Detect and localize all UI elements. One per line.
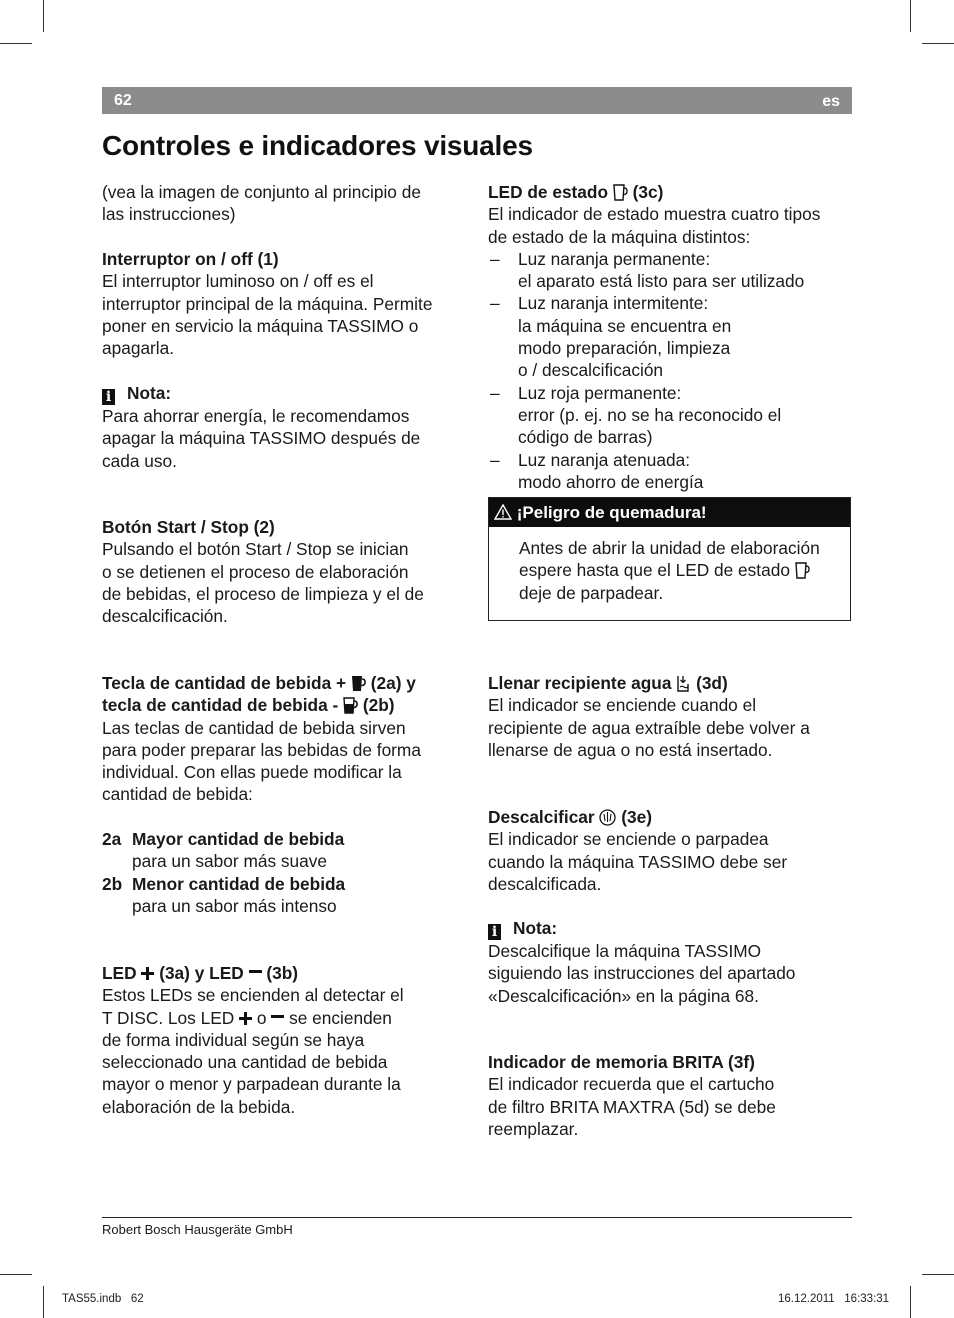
body-line: interruptor principal de la máquina. Permite: [102, 293, 433, 314]
start-stop-section: [102, 516, 467, 627]
body-text: se encienden: [289, 1007, 392, 1028]
start-stop-heading: Botón Start / Stop (2): [102, 517, 275, 537]
minus-icon: [271, 1011, 284, 1024]
list-item-line: – Luz roja permanente:: [518, 382, 682, 403]
note-label: Nota:: [513, 918, 558, 938]
header-bar: [102, 87, 852, 114]
body-line: o se detienen el proceso de elaboración: [102, 561, 409, 582]
body-line: reemplazar.: [488, 1118, 579, 1139]
footer-company: Robert Bosch Hausgeräte GmbH: [102, 1222, 293, 1237]
quantity-definitions: [102, 828, 467, 917]
water-section: [488, 672, 853, 761]
info-icon: i: [488, 924, 501, 940]
info-icon: i: [102, 389, 115, 405]
crop-mark: [922, 43, 954, 44]
led-section: [102, 962, 467, 1118]
body-line: El indicador se enciende o parpadea: [488, 829, 769, 850]
burn-warning-box: [488, 497, 851, 621]
brita-section: [488, 1051, 853, 1140]
list-item: [488, 248, 853, 293]
status-led-section: [488, 181, 853, 493]
plus-icon: [239, 1012, 252, 1025]
crop-mark: [43, 0, 44, 32]
warning-header: [489, 498, 850, 527]
water-heading-text: (3d): [696, 673, 728, 693]
crop-mark: [910, 1286, 911, 1318]
status-list: [488, 248, 853, 493]
warning-title: ¡Peligro de quemadura!: [516, 503, 707, 522]
cup-half-icon: [343, 697, 358, 714]
body-line: para poder preparar las bebidas de forma: [102, 739, 421, 760]
led-heading-text: (3a) y LED: [159, 963, 244, 983]
water-heading-text: Llenar recipiente agua: [488, 673, 672, 693]
list-item-line: código de barras): [518, 427, 653, 448]
definition-item: [102, 873, 467, 918]
switch-section: [102, 248, 467, 359]
body-line: deje de parpadear.: [519, 582, 664, 603]
body-line: El indicador recuerda que el cartucho: [488, 1074, 775, 1095]
body-line: descalcificación.: [102, 606, 228, 627]
descale-section: [488, 806, 853, 895]
body-line: de filtro BRITA MAXTRA (5d) se debe: [488, 1096, 776, 1117]
body-line: «Descalcificación» en la página 68.: [488, 985, 759, 1006]
list-item-line: – Luz naranja permanente:: [518, 248, 711, 269]
body-line: Descalcifique la máquina TASSIMO: [488, 941, 762, 961]
warning-body: [489, 527, 850, 620]
body-line: El indicador se enciende cuando el: [488, 695, 757, 716]
warning-triangle-icon: [494, 504, 512, 520]
body-line: Antes de abrir la unidad de elaboración: [519, 538, 820, 558]
list-item: [488, 382, 853, 449]
brita-heading: Indicador de memoria BRITA (3f): [488, 1052, 755, 1072]
definition-title: Menor cantidad de bebida: [132, 873, 346, 894]
descale-heading-text: Descalcificar: [488, 807, 595, 827]
intro-section: [102, 181, 467, 226]
list-item-line: – Luz naranja intermitente:: [518, 293, 709, 314]
body-line: de bebidas, el proceso de limpieza y el de: [102, 583, 424, 604]
list-item-line: – Luz naranja atenuada:: [518, 449, 690, 470]
status-heading-text: LED de estado: [488, 182, 609, 202]
note-section: [102, 382, 467, 472]
quantity-section: [102, 672, 467, 806]
body-line: El interruptor luminoso on / off es el: [102, 271, 374, 292]
definition-number: 2b: [102, 873, 123, 894]
quantity-heading-text: tecla de cantidad de bebida -: [102, 695, 339, 716]
page-title: Controles e indicadores visuales: [102, 130, 533, 161]
body-line: mayor o menor y parpadean durante la: [102, 1074, 401, 1095]
language-code: es: [822, 93, 840, 110]
note-section: [488, 917, 853, 1007]
body-line: Para ahorrar energía, le recomendamos: [102, 406, 410, 426]
body-line: El indicador de estado muestra cuatro tipos: [488, 204, 821, 225]
definition-title: Mayor cantidad de bebida: [132, 829, 345, 849]
crop-mark: [910, 0, 911, 32]
status-heading-text: (3c): [632, 182, 664, 202]
body-line: cuando la máquina TASSIMO debe ser: [488, 851, 788, 872]
list-item-line: error (p. ej. no se ha reconocido el: [518, 404, 782, 425]
descale-icon: [599, 809, 616, 826]
intro-line: (vea la imagen de conjunto al principio de: [102, 182, 421, 202]
plus-icon: [141, 967, 154, 980]
definition-item: [102, 828, 467, 873]
body-line: Estos LEDs se encienden al detectar el: [102, 985, 404, 1006]
list-item-line: modo ahorro de energía: [518, 471, 704, 492]
led-heading-text: LED: [102, 963, 137, 983]
body-line: Pulsando el botón Start / Stop se inician: [102, 539, 409, 560]
list-item-line: o / descalcificación: [518, 360, 664, 381]
list-item-line: la máquina se encuentra en: [518, 315, 732, 336]
status-cup-icon: [613, 184, 628, 201]
body-line: poner en servicio la máquina TASSIMO o: [102, 315, 419, 336]
descale-heading-text: (3e): [621, 807, 653, 827]
minus-icon: [249, 966, 262, 979]
body-line: descalcificada.: [488, 873, 602, 894]
definition-desc: para un sabor más intenso: [132, 895, 337, 916]
crop-mark: [43, 1286, 44, 1318]
body-line: elaboración de la bebida.: [102, 1096, 296, 1117]
body-line: de forma individual según se haya: [102, 1029, 365, 1050]
note-label: Nota:: [127, 383, 172, 403]
switch-heading: Interruptor on / off (1): [102, 249, 279, 269]
list-item: [488, 292, 853, 381]
led-heading-text: (3b): [266, 963, 299, 983]
crop-mark: [922, 1274, 954, 1275]
crop-mark: [0, 1274, 32, 1275]
body-line: individual. Con ellas puede modificar la: [102, 762, 402, 783]
quantity-heading-text: (2a) y: [370, 673, 416, 693]
body-line: seleccionado una cantidad de bebida: [102, 1052, 388, 1073]
body-line: siguiendo las instrucciones del apartado: [488, 963, 796, 984]
body-line: apagarla.: [102, 338, 175, 359]
print-slug-datetime: 16.12.2011 16:33:31: [778, 1293, 890, 1305]
quantity-heading-text: (2b): [362, 695, 395, 716]
water-tank-icon: [676, 675, 691, 692]
print-slug-file: TAS55.indb 62: [62, 1293, 144, 1305]
body-line: llenarse de agua o no está insertado.: [488, 739, 773, 760]
intro-line: las instrucciones): [102, 204, 236, 225]
body-text: o: [256, 1007, 267, 1028]
quantity-heading-text: Tecla de cantidad de bebida +: [102, 673, 347, 693]
list-item: [488, 449, 853, 494]
body-text: T DISC. Los LED: [102, 1007, 235, 1028]
status-cup-icon: [795, 562, 810, 579]
body-text: espere hasta que el LED de estado: [519, 560, 790, 581]
body-line: recipiente de agua extraíble debe volver a: [488, 717, 810, 738]
page-number: 62: [114, 92, 132, 109]
list-item-line: el aparato está listo para ser utilizado: [518, 271, 805, 292]
cup-full-icon: [351, 675, 366, 692]
definition-number: 2a: [102, 829, 122, 849]
body-line: apagar la máquina TASSIMO después de: [102, 428, 421, 449]
footer-rule: [102, 1217, 852, 1218]
body-line: cantidad de bebida:: [102, 784, 253, 805]
body-line: cada uso.: [102, 450, 177, 471]
list-item-line: modo preparación, limpieza: [518, 338, 731, 359]
definition-desc: para un sabor más suave: [132, 851, 328, 872]
body-line: de estado de la máquina distintos:: [488, 226, 751, 247]
body-line: Las teclas de cantidad de bebida sirven: [102, 717, 406, 738]
crop-mark: [0, 43, 32, 44]
